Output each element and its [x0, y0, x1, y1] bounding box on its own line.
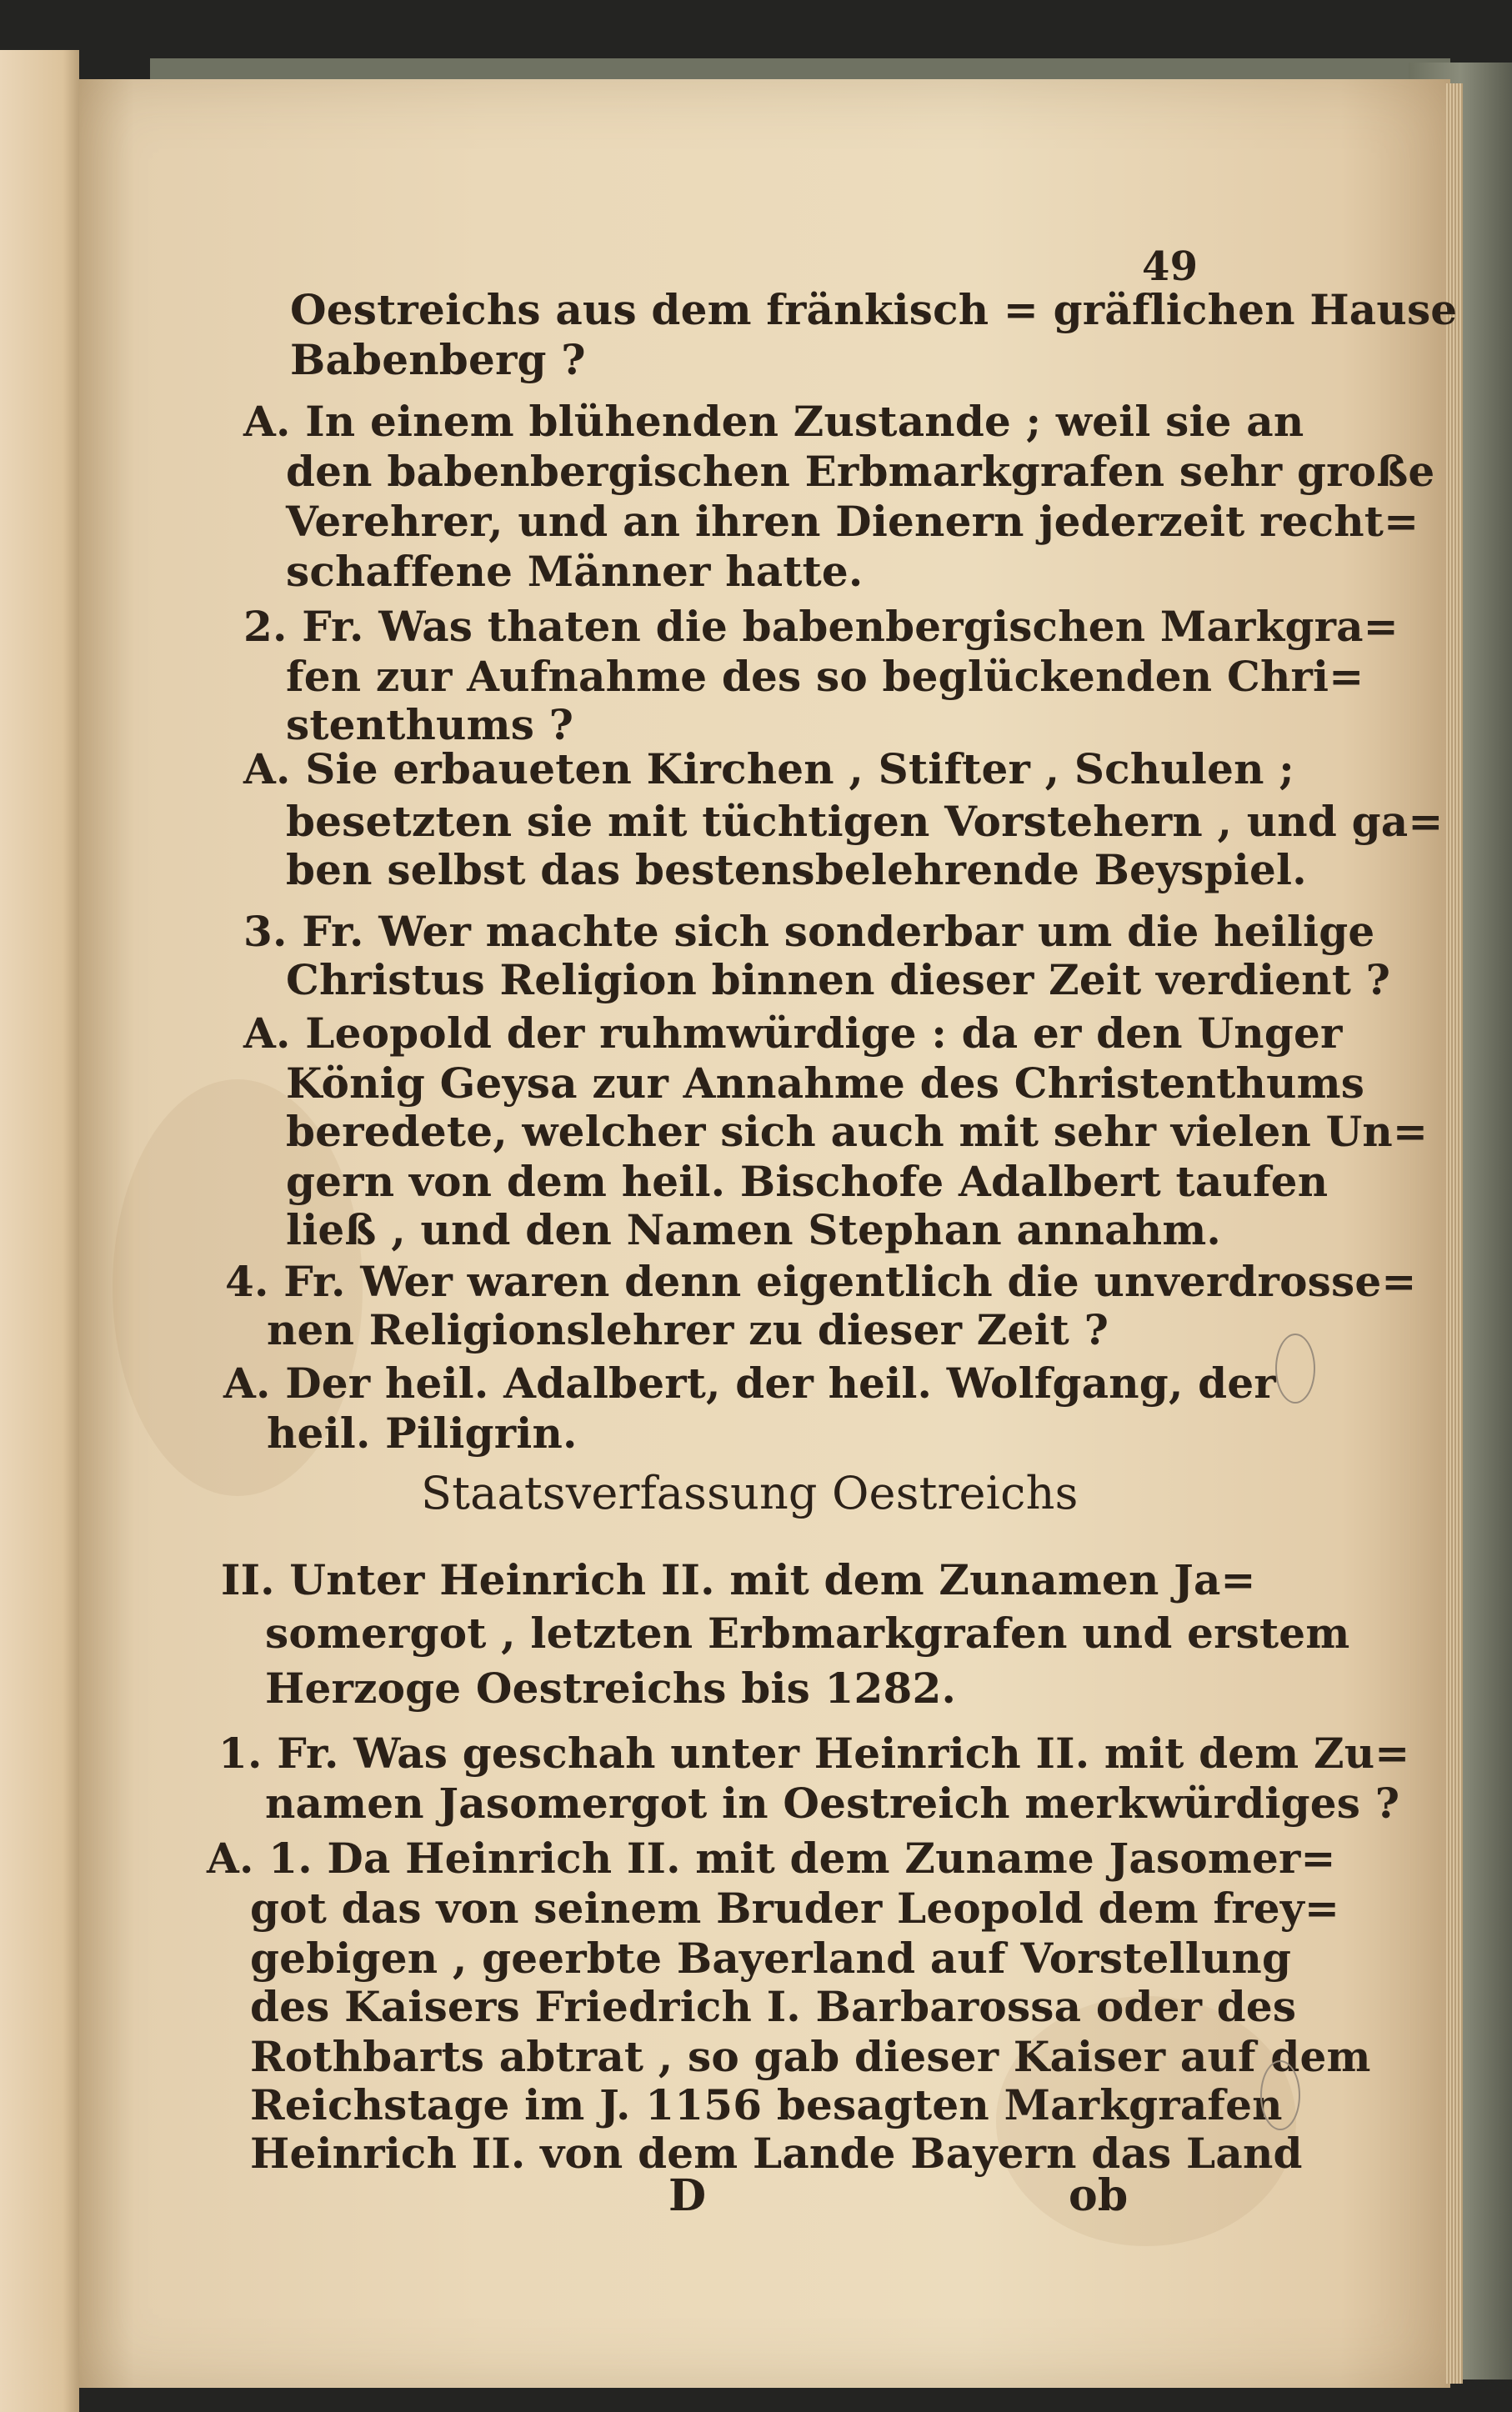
text-line: gern von dem heil. Bischofe Adalbert taufen — [286, 1157, 1329, 1206]
text-line: A. In einem blühenden Zustande ; weil sie an — [243, 397, 1304, 446]
text-line: somergot , letzten Erbmarkgrafen und erstem — [265, 1609, 1350, 1658]
page-block-edge — [1446, 83, 1463, 2384]
text-line: got das von seinem Bruder Leopold dem frey= — [250, 1884, 1340, 1933]
text-line: namen Jasomergot in Oestreich merkwürdiges ? — [265, 1779, 1400, 1828]
pencil-mark — [1260, 2060, 1300, 2130]
pencil-mark — [1275, 1334, 1315, 1404]
text-line: stenthums ? — [286, 700, 574, 749]
text-line: Babenberg ? — [290, 335, 586, 384]
text-line: A. 1. Da Heinrich II. mit dem Zuname Jasomer= — [207, 1834, 1336, 1883]
text-line: fen zur Aufnahme des so beglückenden Chri= — [286, 652, 1364, 701]
text-line: heil. Piligrin. — [267, 1409, 578, 1458]
section-heading: Staatsverfassung Oestreichs — [421, 1467, 1079, 1519]
facing-page-edge — [0, 50, 79, 2412]
text-line: besetzten sie mit tüchtigen Vorstehern , und ga= — [286, 797, 1444, 846]
text-line: 2. Fr. Was thaten die babenbergischen Markgra= — [243, 602, 1399, 651]
text-line: 1. Fr. Was geschah unter Heinrich II. mit dem Zu= — [218, 1729, 1410, 1778]
catchword: ob — [1069, 2170, 1129, 2221]
text-line: A. Leopold der ruhmwürdige : da er den Unger — [243, 1008, 1343, 1058]
text-line: nen Religionslehrer zu dieser Zeit ? — [267, 1305, 1109, 1354]
text-line: Herzoge Oestreichs bis 1282. — [265, 1664, 957, 1713]
text-line: ben selbst das bestensbelehrende Beyspiel. — [286, 845, 1307, 894]
page-number: 49 — [1142, 243, 1199, 290]
text-line: 4. Fr. Wer waren denn eigentlich die unverdrosse= — [225, 1257, 1417, 1306]
text-line: des Kaisers Friedrich I. Barbarossa oder des — [250, 1982, 1297, 2031]
text-line: ließ , und den Namen Stephan annahm. — [286, 1205, 1222, 1254]
signature-mark: D — [668, 2170, 707, 2221]
text-line: beredete, welcher sich auch mit sehr vielen Un= — [286, 1107, 1429, 1156]
text-line: Rothbarts abtrat , so gab dieser Kaiser auf dem — [250, 2032, 1371, 2081]
text-line: A. Sie erbaueten Kirchen , Stifter , Schulen ; — [243, 744, 1294, 793]
text-line: den babenbergischen Erbmarkgrafen sehr große — [286, 447, 1435, 496]
text-line: A. Der heil. Adalbert, der heil. Wolfgang, der — [223, 1359, 1276, 1408]
text-line: König Geysa zur Annahme des Christenthums — [286, 1058, 1365, 1108]
text-line: II. Unter Heinrich II. mit dem Zunamen Ja= — [221, 1555, 1256, 1604]
text-line: Oestreichs aus dem fränkisch = gräflichen Hause — [290, 285, 1458, 334]
text-line: schaffene Männer hatte. — [286, 547, 864, 596]
text-line: Heinrich II. von dem Lande Bayern das Land — [250, 2129, 1303, 2178]
text-line: Christus Religion binnen dieser Zeit verdient ? — [286, 955, 1391, 1004]
text-line: 3. Fr. Wer machte sich sonderbar um die heilige — [243, 907, 1375, 956]
text-line: Verehrer, und an ihren Dienern jederzeit recht= — [286, 497, 1419, 546]
text-line: Reichstage im J. 1156 besagten Markgrafen — [250, 2080, 1283, 2129]
text-line: gebigen , geerbte Bayerland auf Vorstellung — [250, 1934, 1292, 1983]
